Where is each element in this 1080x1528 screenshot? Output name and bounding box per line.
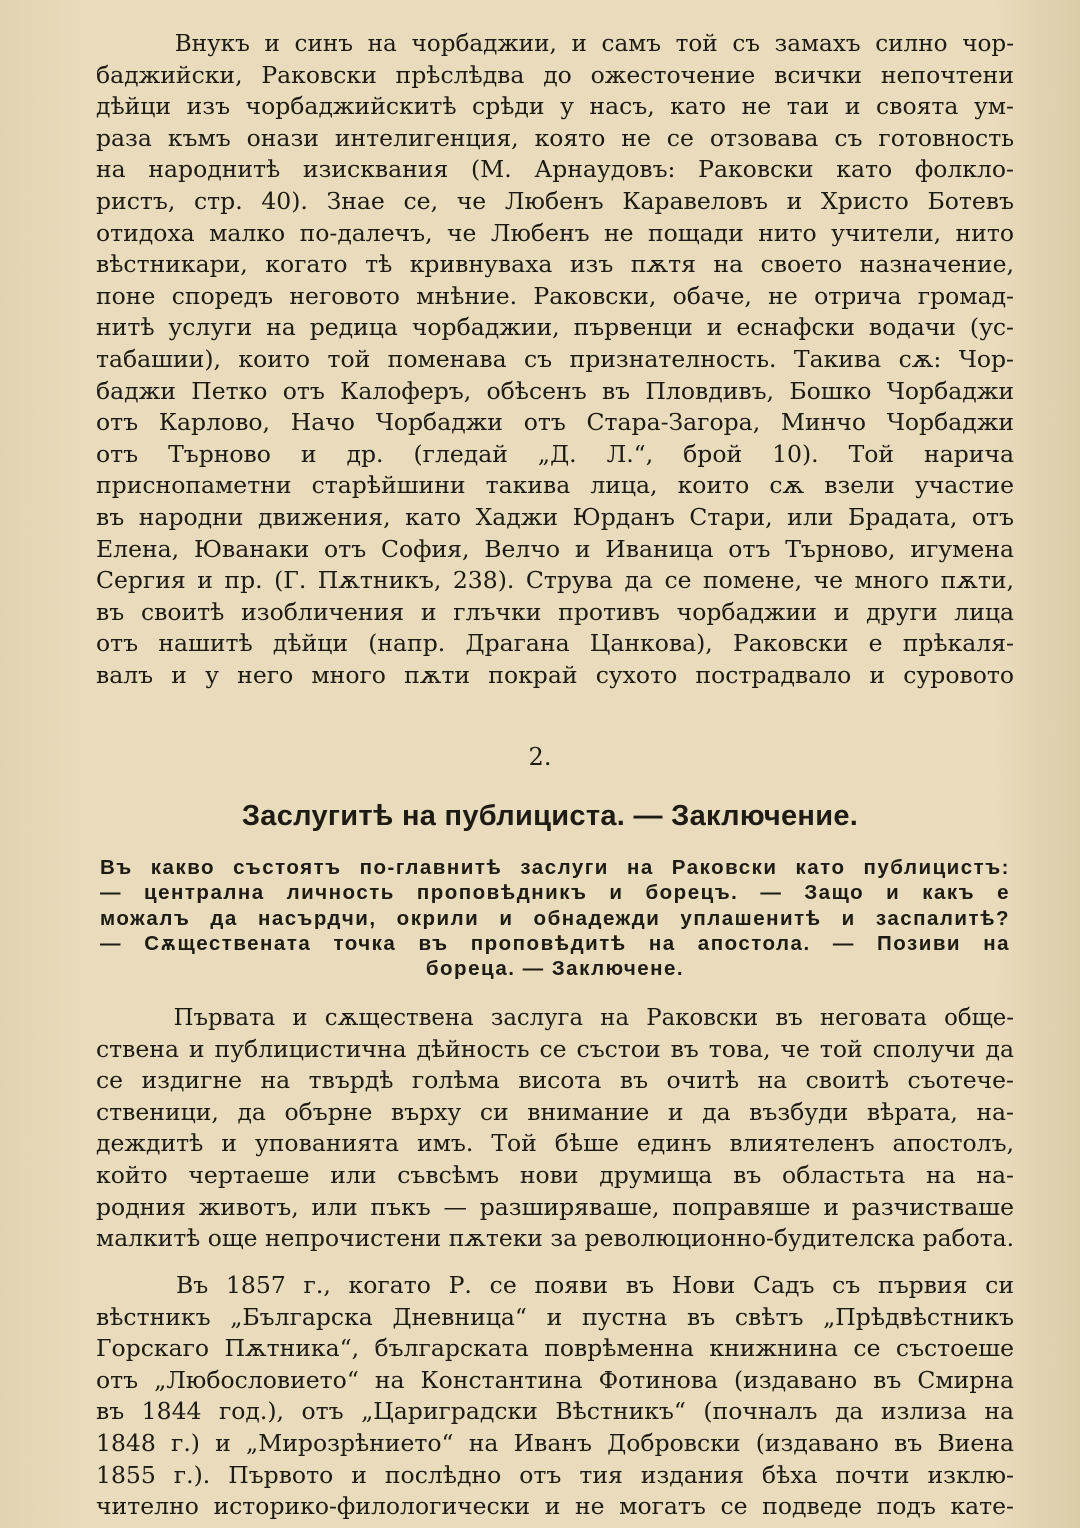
text-line: Първата и сѫществена заслуга на Раковски въ неговата обще- — [173, 1003, 1014, 1031]
paragraph-1 — [96, 28, 1014, 691]
text-line: 1855 г.). Първото и послѣдно отъ тия издания бѣха почти изклю- — [96, 1460, 1014, 1489]
text-line: поне споредъ неговото мнѣние. Раковски, обаче, не отрича громад- — [96, 281, 1014, 310]
text-line: Елена, Юванаки отъ София, Велчо и Иваница отъ Търново, игумена — [96, 534, 1014, 563]
text-line: въ своитѣ изобличения и глъчки противъ чорбаджии и други лица — [96, 597, 1014, 626]
section-summary — [100, 855, 1010, 981]
paragraph-2 — [96, 1002, 1014, 1255]
summary-line: можалъ да насърдчи, окрили и обнадежди уплашенитѣ и заспалитѣ? — [100, 906, 1010, 930]
text-line: отъ нашитѣ дѣйци (напр. Драгана Цанкова), Раковски е прѣкаля- — [96, 629, 1014, 658]
text-line: малкитѣ още непрочистени пѫтеки за революционно-будителска работа. — [96, 1224, 1015, 1253]
text-line: баджийски, Раковски прѣслѣдва до ожесточение всички непочтени — [96, 60, 1014, 89]
text-line: ственици, да обърне върху си внимание и да възбуди вѣрата, на- — [96, 1097, 1014, 1126]
text-line: чително историко-филологически и не могатъ се подведе подъ кате- — [96, 1492, 1014, 1521]
text-line: дѣйци изъ чорбаджийскитѣ срѣди у насъ, като не таи и своята ум- — [96, 92, 1014, 121]
text-line: вѣстникъ „Българска Дневница“ и пустна въ свѣтъ „Прѣдвѣстникъ — [96, 1302, 1014, 1331]
text-line: раза къмъ онази интелигенция, която не се отзовава съ готовность — [96, 123, 1014, 152]
text-line: родния животъ, или пъкъ — разширяваше, поправяше и разчистваше — [96, 1192, 1014, 1221]
text-line: се издигне на твърдѣ голѣма висота въ очитѣ на своитѣ съотече- — [96, 1066, 1014, 1095]
text-line: деждитѣ и упованията имъ. Той бѣше единъ влиятеленъ апостолъ, — [96, 1129, 1014, 1158]
text-line: отъ Карлово, Начо Чорбаджи отъ Стара-Загора, Минчо Чорбаджи — [96, 408, 1014, 437]
paragraph-3 — [96, 1270, 1014, 1523]
summary-line: — централна личность проповѣдникъ и борецъ. — Защо и какъ е — [100, 881, 1010, 905]
text-line: Горскаго Пѫтника“, българската поврѣменна книжнина се състоеше — [96, 1334, 1014, 1363]
section-number: 2. — [528, 743, 552, 771]
text-line: отъ Търново и др. (гледай „Д. Л.“, брой 10). Той нарича — [96, 439, 1014, 468]
text-line: на народнитѣ изисквания (М. Арнаудовъ: Раковски като фолкло- — [96, 155, 1014, 184]
text-line: нитѣ услуги на редица чорбаджии, първенци и еснафски водачи (ус- — [96, 313, 1014, 342]
text-line: въ народни движения, като Хаджи Юрданъ Стари, или Брадата, отъ — [96, 502, 1014, 531]
text-line: 1848 г.) и „Мирозрѣнието“ на Иванъ Добровски (издавано въ Виена — [96, 1428, 1014, 1457]
text-line: ристъ, стр. 40). Знае се, че Любенъ Каравеловъ и Христо Ботевъ — [96, 186, 1014, 215]
text-line: Внукъ и синъ на чорбаджии, и самъ той съ замахъ силно чор- — [174, 29, 1015, 57]
text-line: приснопаметни старѣйшини такива лица, които сѫ взели участие — [96, 471, 1014, 500]
text-line: въ 1844 год.), отъ „Цариградски Вѣстникъ“ (почналъ да излиза на — [96, 1397, 1014, 1426]
summary-line: — Сѫществената точка въ проповѣдитѣ на апостола. — Позиви на — [100, 931, 1010, 955]
text-line: баджи Петко отъ Калоферъ, обѣсенъ въ Пловдивъ, Бошко Чорбаджи — [96, 376, 1014, 405]
text-line: Въ 1857 г., когато Р. се появи въ Нови Садъ съ първия си — [176, 1271, 1014, 1299]
text-line: Сергия и пр. (Г. Пѫтникъ, 238). Струва да се помене, че много пѫти, — [96, 566, 1014, 595]
text-line: който чертаеше или съвсѣмъ нови друмища въ областьта на на- — [96, 1160, 1014, 1189]
summary-line: бореца. — Заключене. — [425, 957, 685, 981]
section-title: Заслугитѣ на публициста. — Заключение. — [241, 800, 859, 832]
summary-line: Въ какво състоятъ по-главнитѣ заслуги на Раковски като публицистъ: — [100, 856, 1010, 879]
text-line: вѣстникари, когато тѣ кривнуваха изъ пѫтя на своето назначение, — [96, 250, 1014, 279]
text-line: валъ и у него много пѫти покрай сухото пострадвало и суровото — [96, 660, 1014, 689]
text-line: отидоха малко по-далечъ, че Любенъ не пощади нито учители, нито — [96, 218, 1014, 247]
text-line: ствена и публицистична дѣйность се състои въ това, че той сполучи да — [96, 1034, 1014, 1063]
text-line: отъ „Любословието“ на Константина Фотинова (издавано въ Смирна — [96, 1365, 1014, 1394]
text-line: табашии), които той поменава съ признателность. Такива сѫ: Чор- — [96, 344, 1014, 373]
